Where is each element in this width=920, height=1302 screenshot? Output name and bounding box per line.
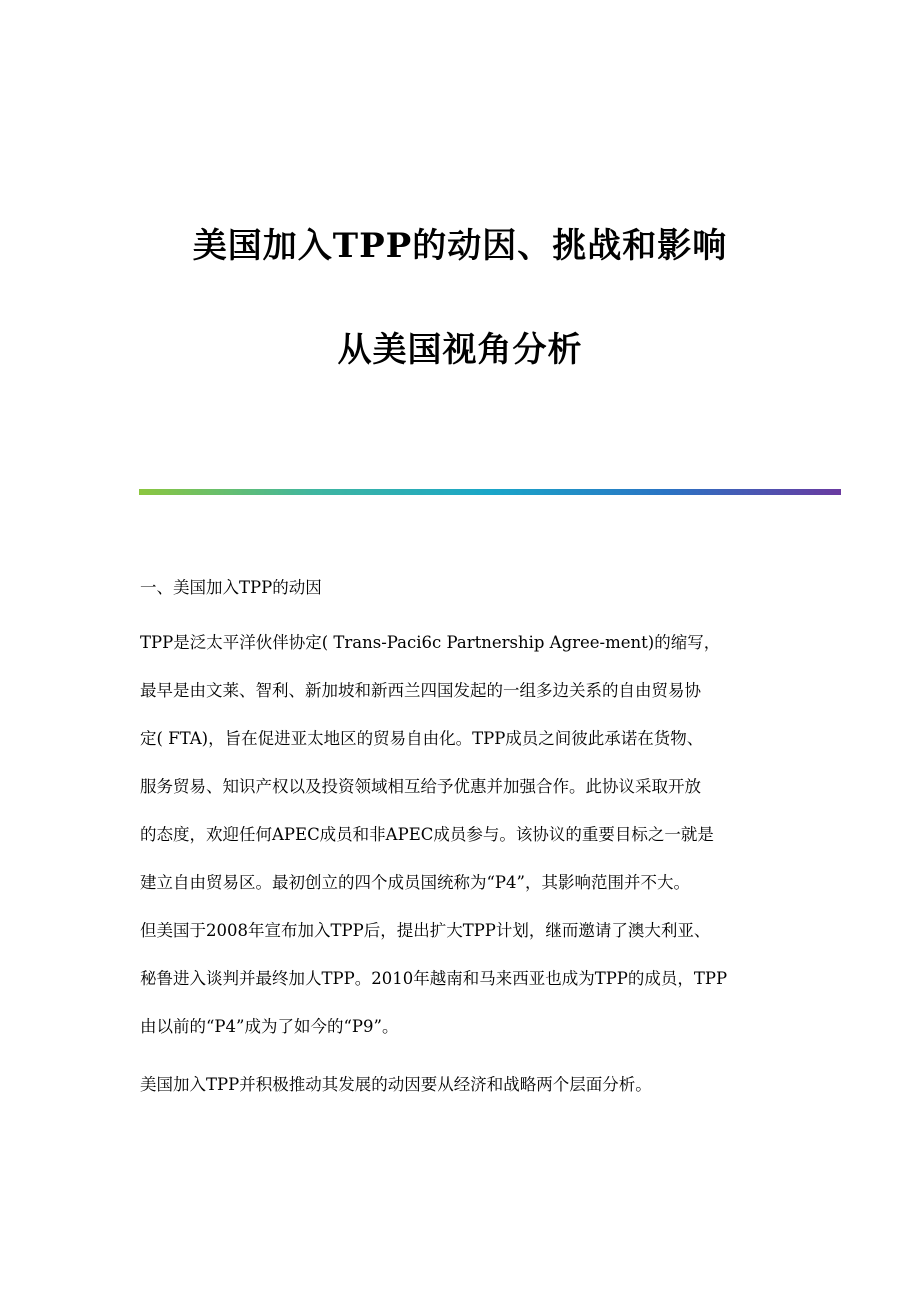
document-subtitle: 从美国视角分析 [337,330,583,370]
paragraph-line: 但美国于2008年宣布加入TPP后，提出扩大TPP计划，继而邀请了澳大利亚、 [140,921,711,940]
section-heading: 一、美国加入TPP的动因 [140,578,322,597]
paragraph-line: 秘鲁进入谈判并最终加人TPP。2010年越南和马来西亚也成为TPP的成员，TPP [140,969,728,988]
paragraph-line: 定( FTA)，旨在促进亚太地区的贸易自由化。TPP成员之间彼此承诺在货物、 [140,729,704,748]
paragraph-line: 最早是由文莱、智利、新加坡和新西兰四国发起的一组多边关系的自由贸易协 [140,681,701,700]
document-title: 美国加入TPP的动因、挑战和影响 [192,226,728,266]
paragraph-line: 由以前的“P4”成为了如今的“P9”。 [140,1017,399,1036]
paragraph-line: 的态度，欢迎任何APEC成员和非APEC成员参与。该协议的重要目标之一就是 [140,825,714,844]
gradient-divider [139,489,841,495]
paragraph-line: TPP是泛太平洋伙伴协定( Trans-Paci6c Partnership Agree-ment)的缩写， [140,633,721,652]
paragraph-line: 建立自由贸易区。最初创立的四个成员国统称为“P4”，其影响范围并不大。 [140,873,690,892]
paragraph-line: 服务贸易、知识产权以及投资领域相互给予优惠并加强合作。此协议采取开放 [140,777,701,796]
closing-paragraph: 美国加入TPP并积极推动其发展的动因要从经济和战略两个层面分析。 [140,1075,652,1094]
